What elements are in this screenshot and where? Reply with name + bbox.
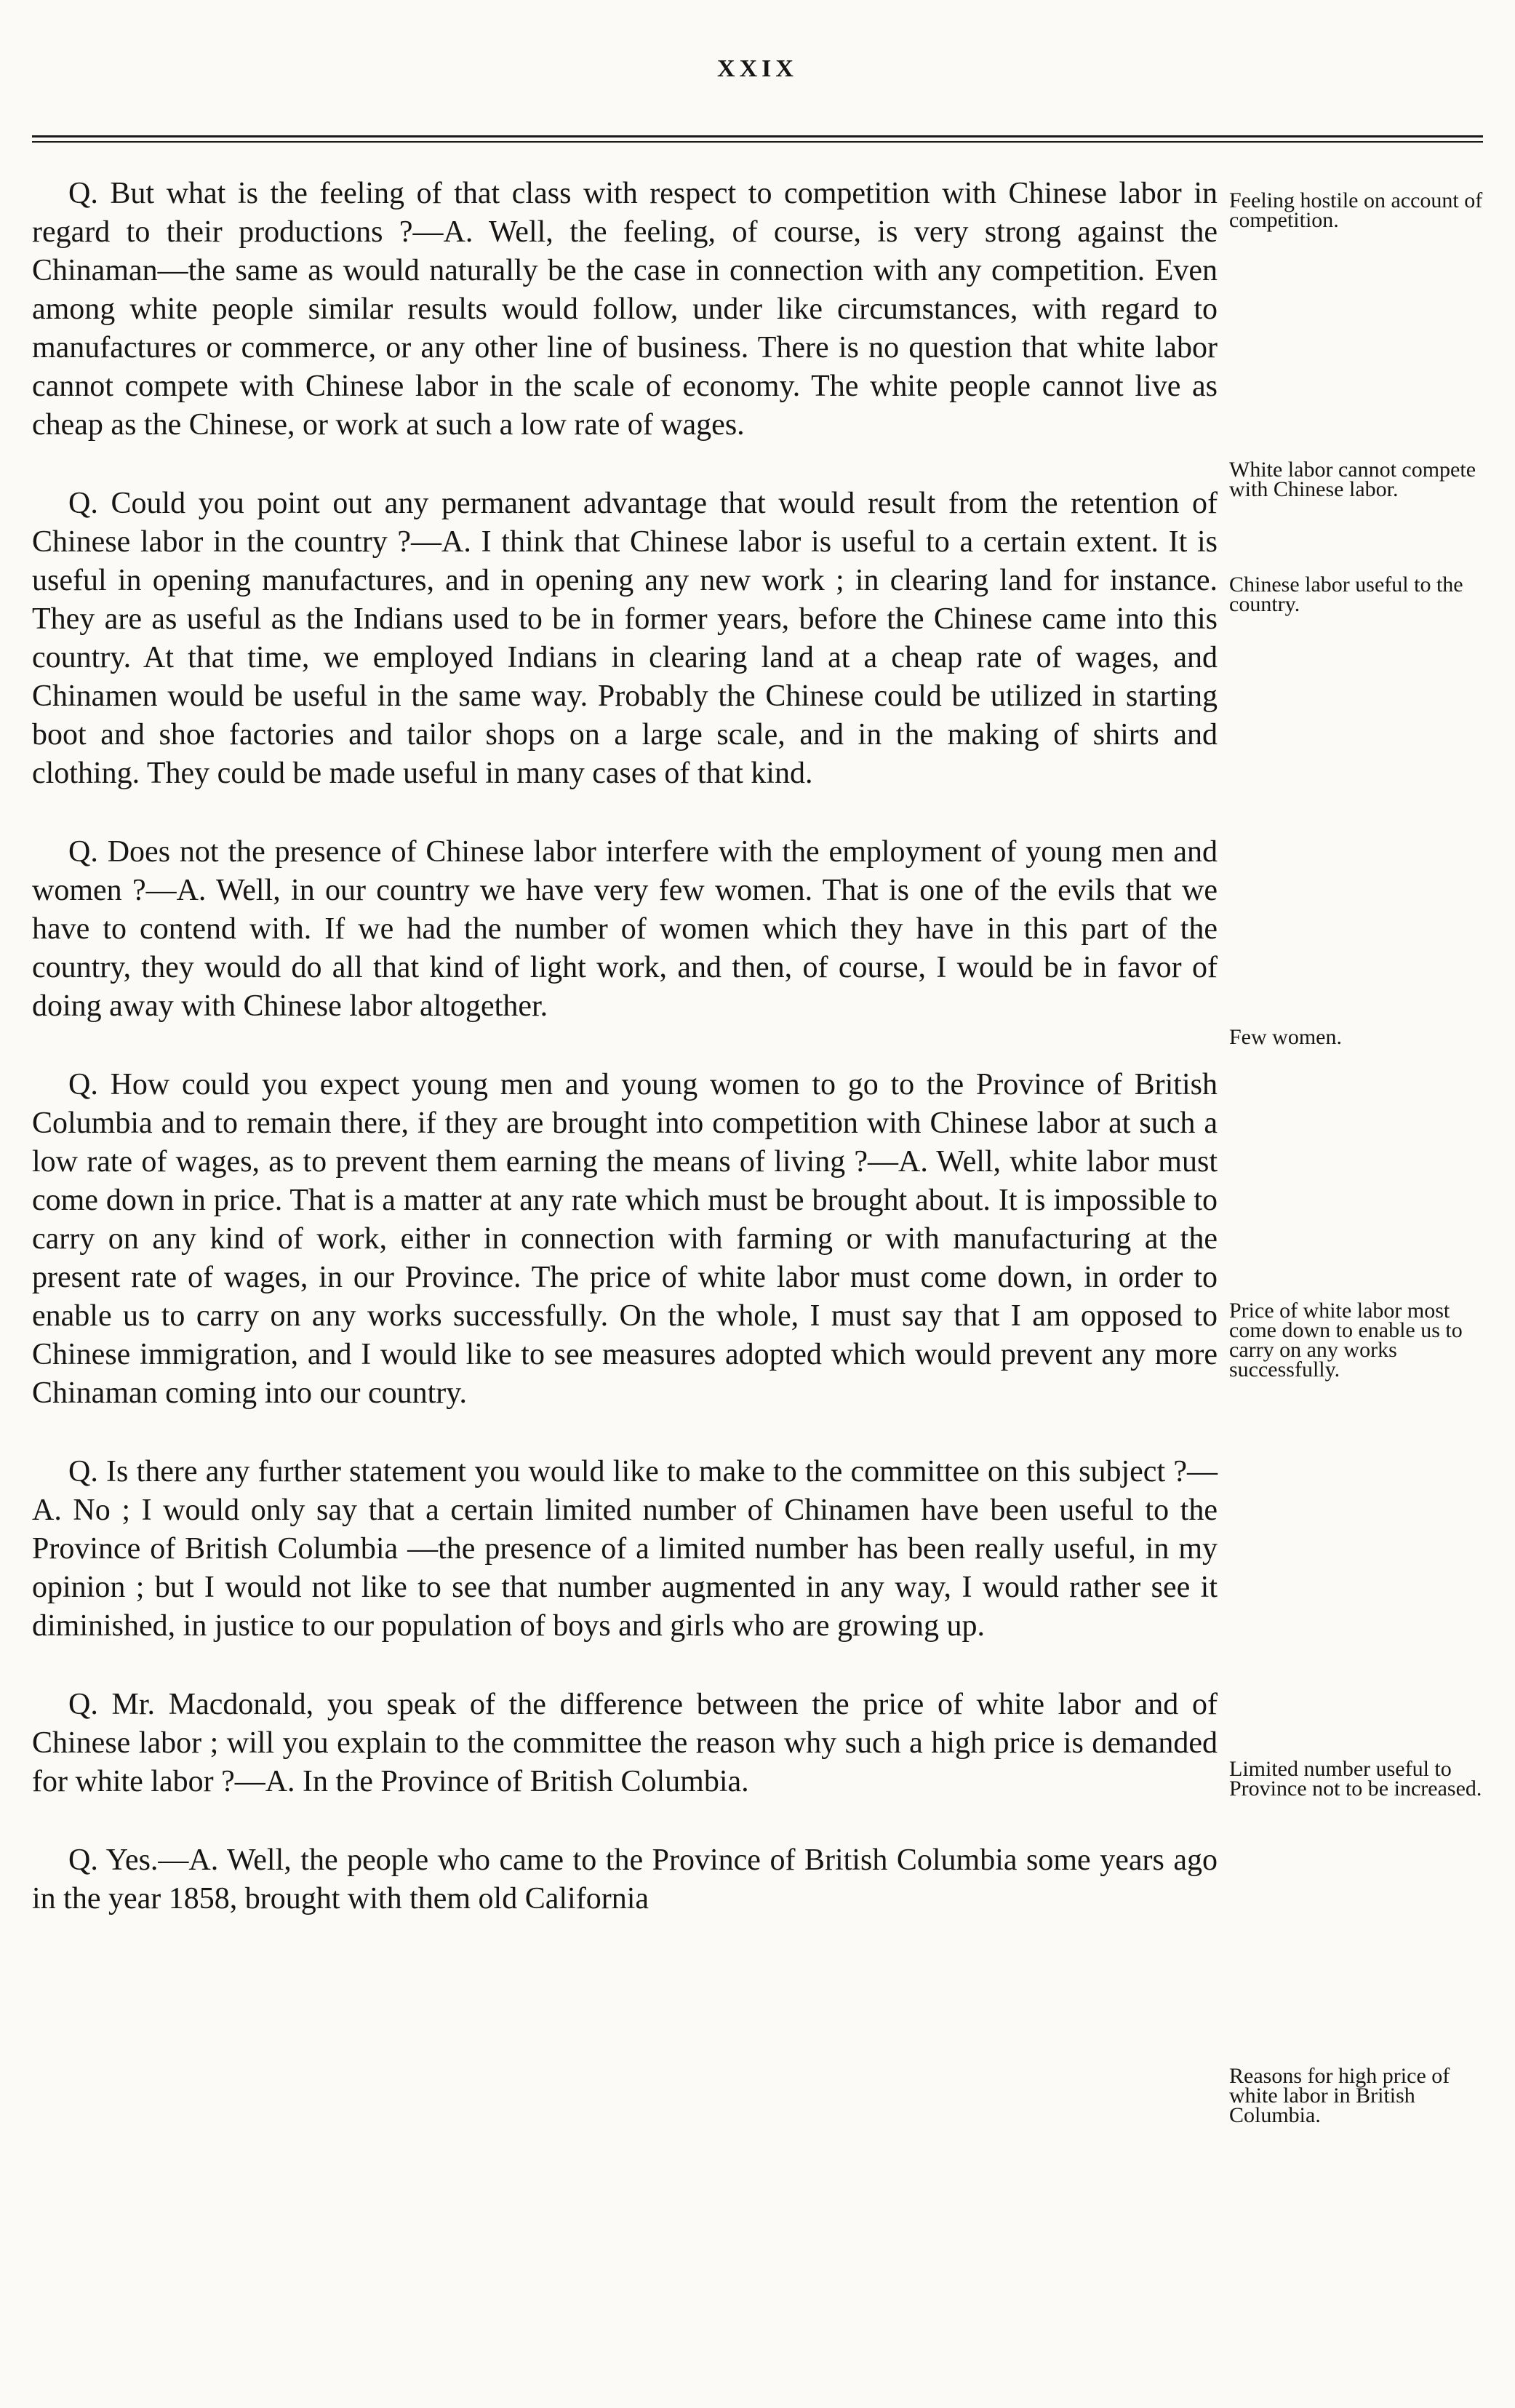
main-text <box>32 175 1218 1958</box>
paragraph-4: Q. How could you expect young men and young women to go to the Province of British Columbia and to remain there, if they are brought into competition with Chinese labor at such a low rate of wages, as to prevent them earning the means of living ?—A. Well, white labor must come down in price. That is a matter at any rate which must be brought about. It is impossible to carry on any kind of work, either in connection with farming or with manufacturing at the present rate of wages, in our Province. The price of white labor must come down, in order to enable us to carry on any works successfully. On the whole, I must say that I am opposed to Chinese immigration, and I would like to see measures adopted which would prevent any more Chinaman coming into our country. <box>32 1068 1218 1410</box>
margin-note-high-price: Reasons for high price of white labor in British Columbia. <box>1229 2064 1450 2127</box>
margin-note-cannot-compete: White labor cannot compete with Chinese labor. <box>1229 458 1476 501</box>
paragraph-5: Q. Is there any further statement you would like to make to the committee on this subject ?—A. No ; I would only say that a certain limited number of Chinamen have been useful to the Province of British Columbia —the presence of a limited number has been really useful, in my opinion ; but I would not like to see that number augmented in any way, I would rather see it diminished, in justice to our population of boys and girls who are growing up. <box>32 1455 1218 1643</box>
margin-note-useful: Chinese labor useful to the country. <box>1229 573 1463 616</box>
margin-note-limited-number: Limited number useful to Province not to be increased. <box>1229 1757 1482 1801</box>
paragraph-2: Q. Could you point out any permanent advantage that would result from the retention of Chinese labor in the country ?—A. I think that Chinese labor is useful to a certain extent. It is useful in opening manufactures, and in opening any new work ; in clearing land for instance. They are as useful as the Indians used to be in former years, before the Chinese came into this country. At that time, we employed Indians in clearing land at a cheap rate of wages, and Chinamen would be useful in the same way. Probably the Chinese could be utilized in starting boot and shoe factories and tailor shops on a large scale, and in the making of shirts and clothing. They could be made useful in many cases of that kind. <box>32 487 1218 790</box>
paragraph-7: Q. Yes.—A. Well, the people who came to the Province of British Columbia some years ago in the year 1858, brought with them old California <box>32 1843 1218 1915</box>
margin-note-competition: Feeling hostile on account of competition. <box>1229 188 1483 232</box>
page-number: XXIX <box>717 55 798 82</box>
margin-note-few-women: Few women. <box>1229 1025 1342 1049</box>
header-rule <box>32 135 1483 143</box>
paragraph-6: Q. Mr. Macdonald, you speak of the difference between the price of white labor and of Chinese labor ; will you explain to the committee the reason why such a high price is demanded for white labor ?—A. In the Province of British Columbia. <box>32 1688 1218 1798</box>
paragraph-1: Q. But what is the feeling of that class with respect to competition with Chinese labor in regard to their productions ?—A. Well, the feeling, of course, is very strong against the Chinaman—the same as would naturally be the case in connection with any competition. Even among white people similar results would follow, under like circumstances, with regard to manufactures or commerce, or any other line of business. There is no question that white labor cannot compete with Chinese labor in the scale of economy. The white people cannot live as cheap as the Chinese, or work at such a low rate of wages. <box>32 177 1218 442</box>
margin-note-price-white-labor: Price of white labor most come down to enable us to carry on any works successfully. <box>1229 1299 1463 1382</box>
paragraph-3: Q. Does not the presence of Chinese labor interfere with the employment of young men and women ?—A. Well, in our country we have very few women. That is one of the evils that we have to contend with. If we had the number of women which they have in this part of the country, they would do all that kind of light work, and then, of course, I would be in favor of doing away with Chinese labor altogether. <box>32 835 1218 1023</box>
